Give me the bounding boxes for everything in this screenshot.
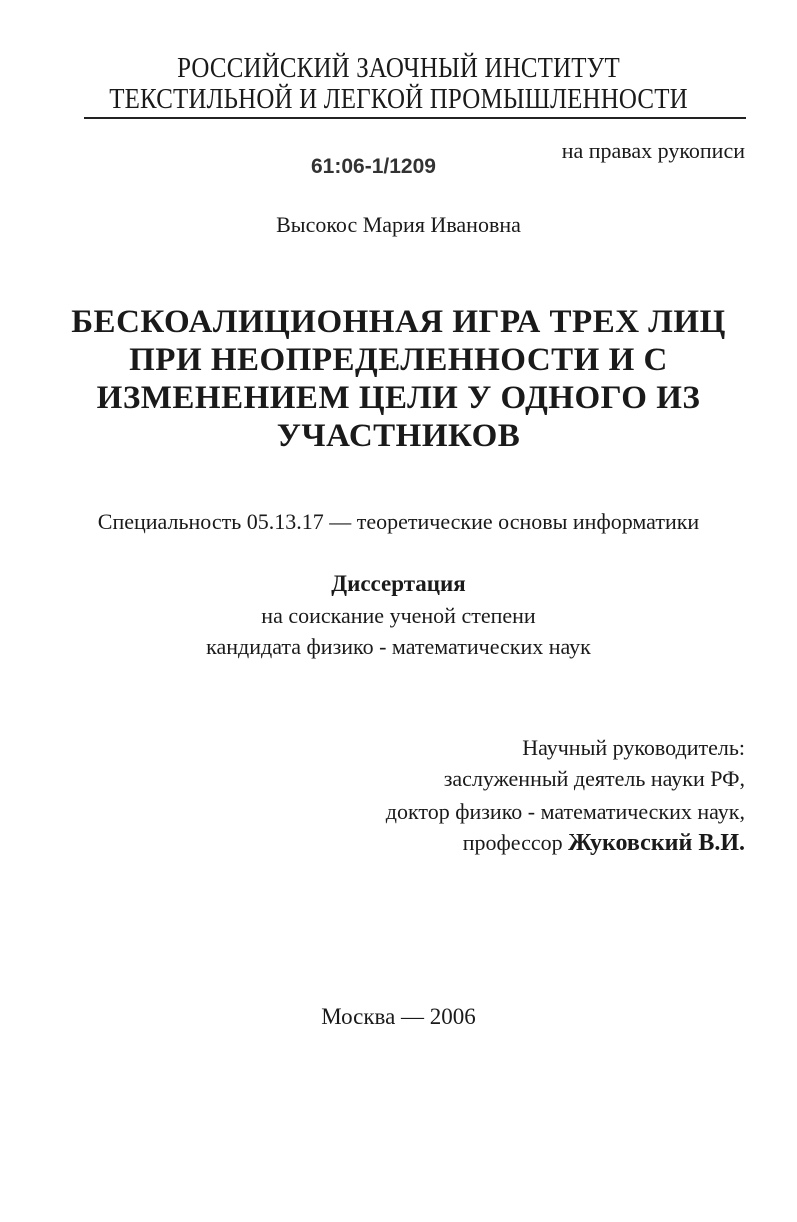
title-line-1: БЕСКОАЛИЦИОННАЯ ИГРА ТРЕХ ЛИЦ <box>71 304 726 340</box>
title-line-4: УЧАСТНИКОВ <box>276 418 521 454</box>
header-divider <box>84 117 746 119</box>
institute-name-line-1: РОССИЙСКИЙ ЗАОЧНЫЙ ИНСТИТУТ <box>177 52 620 84</box>
advisor-title-line-2: доктор физико - математических наук, <box>385 799 745 824</box>
dissertation-degree-line-1: на соискание ученой степени <box>261 603 536 628</box>
title-line-3: ИЗМЕНЕНИЕМ ЦЕЛИ У ОДНОГО ИЗ <box>96 380 701 416</box>
rights-note: на правах рукописи <box>561 138 745 163</box>
dissertation-heading: Диссертация <box>331 571 466 596</box>
institute-name-line-2: ТЕКСТИЛЬНОЙ И ЛЕГКОЙ ПРОМЫШЛЕННОСТИ <box>109 83 688 115</box>
specialty: Специальность 05.13.17 — теоретические основы информатики <box>97 509 700 534</box>
advisor-title-line-1: заслуженный деятель науки РФ, <box>443 766 745 791</box>
advisor-label: Научный руководитель: <box>522 735 745 760</box>
author-name: Высокос Мария Ивановна <box>276 212 521 237</box>
advisor-name: Жуковский В.И. <box>568 830 745 856</box>
title-line-2: ПРИ НЕОПРЕДЕЛЕННОСТИ И С <box>129 342 668 378</box>
dissertation-degree-line-2: кандидата физико - математических наук <box>206 634 591 659</box>
advisor-rank: профессор <box>462 830 563 855</box>
advisor-name-line <box>463 830 745 857</box>
city-year: Москва — 2006 <box>321 1004 476 1029</box>
catalog-code: 61:06-1/1209 <box>311 155 436 178</box>
